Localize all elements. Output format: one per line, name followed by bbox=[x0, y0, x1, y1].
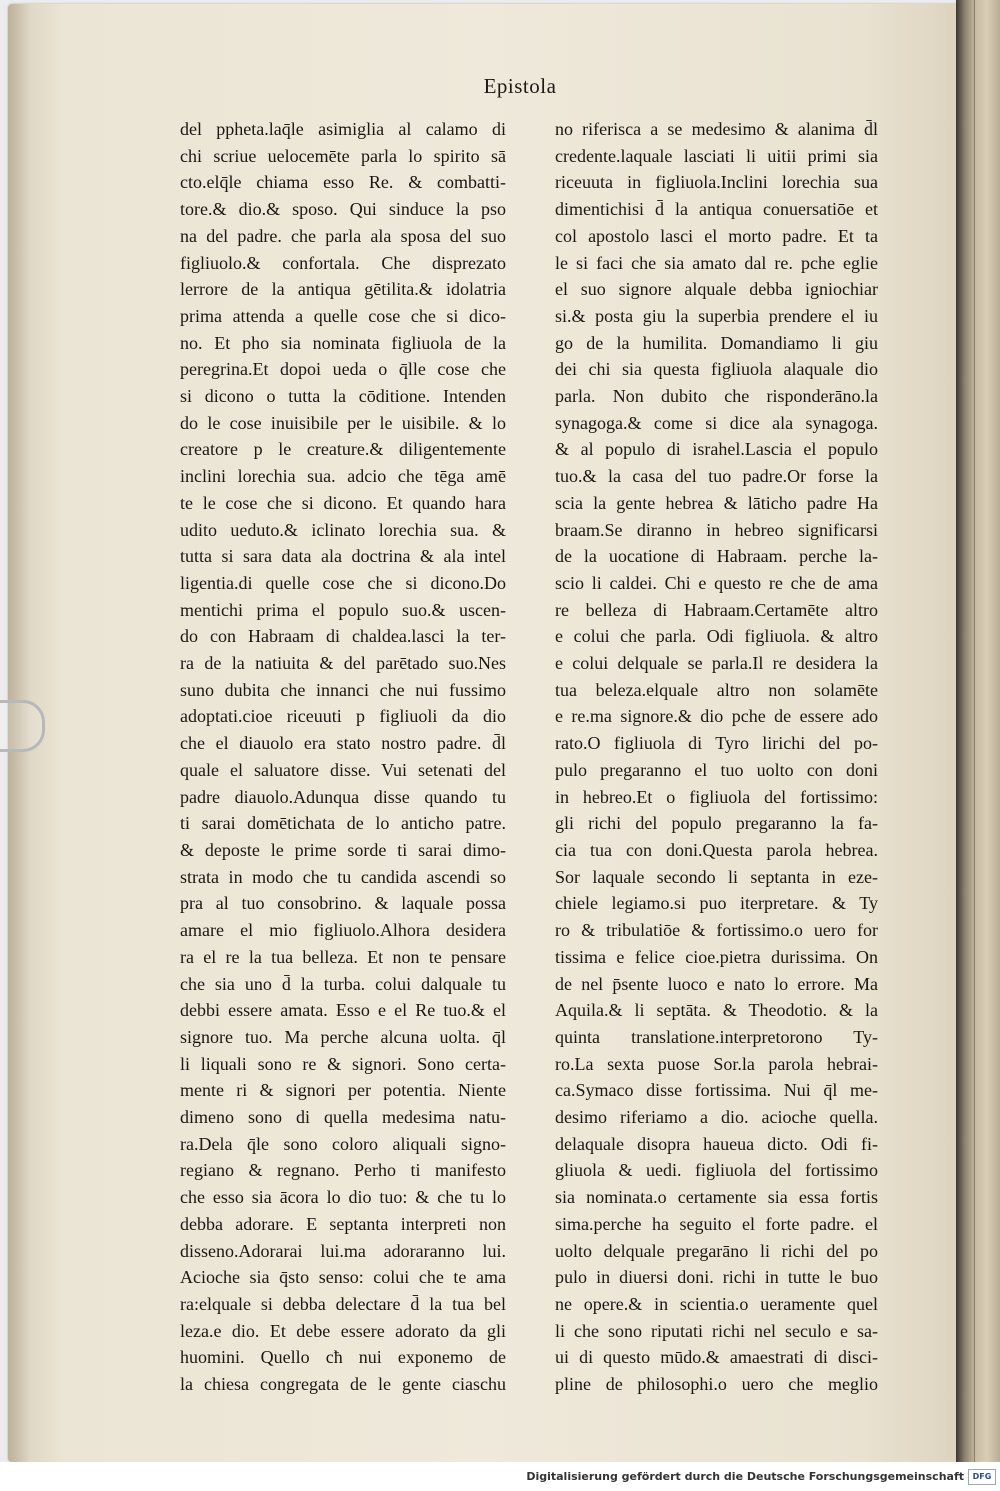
text-line: pra al tuo consobrino. & laquale possa bbox=[180, 893, 506, 914]
text-line: strata in modo che tu candida ascendi so bbox=[180, 866, 506, 887]
text-line: creatore p le creature.& diligentemente bbox=[180, 439, 506, 460]
text-line: signore tuo. Ma perche alcuna uolta. q̄l bbox=[180, 1026, 506, 1047]
text-line: le si faci che sia amato dal re. pche eglie bbox=[555, 252, 878, 273]
text-line: uolto delquale pregarāno li richi del po bbox=[555, 1240, 878, 1261]
text-line: che esso sia ācora lo dio tuo: & che tu lo bbox=[180, 1187, 506, 1208]
text-line: do le cose inuisibile per le uisibile. & lo bbox=[180, 412, 506, 433]
text-line: leza.e dio. Et debe essere adorato da gli bbox=[180, 1320, 506, 1341]
text-line: prima attenda a quelle cose che si dico- bbox=[180, 305, 506, 326]
text-line: padre diauolo.Adunqua disse quando tu bbox=[180, 786, 506, 807]
text-line: col apostolo lasci el morto padre. Et ta bbox=[555, 225, 878, 246]
text-line: na del padre. che parla ala sposa del suo bbox=[180, 225, 506, 246]
text-line: pulo pregaranno el tuo uolto con doni bbox=[555, 759, 878, 780]
text-line: e colui che parla. Odi figliuola. & altro bbox=[555, 626, 878, 647]
text-line: sima.perche ha seguito el forte padre. el bbox=[555, 1213, 878, 1234]
text-line: riceuuta in figliuola.Inclini lorechia sua bbox=[555, 172, 878, 193]
text-line: huomini. Quello cħ nui exponemo de bbox=[180, 1347, 506, 1368]
text-line: quale el saluatore disse. Vui setenati del bbox=[180, 759, 506, 780]
text-line: ti sarai domētichata de lo anticho patre. bbox=[180, 813, 506, 834]
running-header bbox=[0, 74, 1000, 99]
text-line: e re.ma signore.& dio pche de essere ado bbox=[555, 706, 878, 727]
text-line: pline de philosophi.o uero che meglio bbox=[555, 1374, 878, 1395]
text-line: lerrore de la antiqua gētilita.& idolatria bbox=[180, 279, 506, 300]
text-line: udito ueduto.& iclinato lorechia sua. & bbox=[180, 519, 506, 540]
text-column-right bbox=[555, 116, 878, 1398]
text-column-left bbox=[180, 116, 506, 1398]
text-line: scio li caldei. Chi e questo re che de ama bbox=[555, 572, 878, 593]
book-gutter bbox=[956, 0, 1000, 1462]
text-line: figliuolo.& confortala. Che disprezato bbox=[180, 252, 506, 273]
text-line: no. Et pho sia nominata figliuola de la bbox=[180, 332, 506, 353]
dfg-logo-icon: DFG bbox=[968, 1469, 996, 1485]
text-line: cto.elq̄le chiama esso Re. & combatti- bbox=[180, 172, 506, 193]
text-line: ra.Dela q̄le sono coloro aliquali signo- bbox=[180, 1133, 506, 1154]
text-line: ca.Symaco disse fortissima. Nui q̄l me- bbox=[555, 1080, 878, 1101]
text-line: cia tua con doni.Questa parola hebrea. bbox=[555, 839, 878, 860]
text-line: amare el mio figliuolo.Alhora desidera bbox=[180, 920, 506, 941]
text-line: tutta si sara data ala doctrina & ala intel bbox=[180, 546, 506, 567]
text-line: mentichi prima el populo suo.& uscen- bbox=[180, 599, 506, 620]
text-line: dei chi sia questa figliuola alaquale dio bbox=[555, 359, 878, 380]
running-header-text: Epistola bbox=[483, 74, 557, 98]
text-line: regiano & regnano. Perho ti manifesto bbox=[180, 1160, 506, 1181]
text-line: tissima e felice cioe.pietra durissima. On bbox=[555, 946, 878, 967]
text-line: dimentichisi d̄ la antiqua conuersatiōe et bbox=[555, 199, 878, 220]
text-line: sia nominata.o certamente sia essa fortis bbox=[555, 1187, 878, 1208]
text-line: tuo.& la casa del tuo padre.Or forse la bbox=[555, 466, 878, 487]
text-line: chiele legiamo.si puo iterpretare. & Ty bbox=[555, 893, 878, 914]
text-line: ro.La sexta puose Sor.la parola hebrai- bbox=[555, 1053, 878, 1074]
text-line: braam.Se diranno in hebreo significarsi bbox=[555, 519, 878, 540]
text-line: parla. Non dubito che risponderāno.la bbox=[555, 386, 878, 407]
text-line: de nel p̄sente luoco e nato lo errore. Ma bbox=[555, 973, 878, 994]
text-line: tore.& dio.& sposo. Qui sinduce la pso bbox=[180, 199, 506, 220]
text-line: debbi essere amata. Esso e el Re tuo.& el bbox=[180, 1000, 506, 1021]
text-line: desimo riferiamo a dio. acioche quella. bbox=[555, 1107, 878, 1128]
text-line: si.& posta giu la superbia prendere el iu bbox=[555, 305, 878, 326]
text-line: gliuola & uedi. figliuola del fortissimo bbox=[555, 1160, 878, 1181]
text-line: disseno.Adorarai lui.ma adoraranno lui. bbox=[180, 1240, 506, 1261]
text-line: ra:elquale si debba delectare d̄ la tua bel bbox=[180, 1293, 506, 1314]
text-line: de la uocatione di Habraam. perche la- bbox=[555, 546, 878, 567]
text-line: & deposte le prime sorde ti sarai dimo- bbox=[180, 839, 506, 860]
text-line: re belleza di Habraam.Certamēte altro bbox=[555, 599, 878, 620]
footer-credit: Digitalisierung gefördert durch die Deutsche Forschungsgemeinschaft bbox=[526, 1470, 964, 1483]
text-line: Acioche sia q̄sto senso: colui che te ama bbox=[180, 1267, 506, 1288]
text-line: si dicono o tutta la cōditione. Intenden bbox=[180, 386, 506, 407]
text-line: go de la humilita. Domandiamo li giu bbox=[555, 332, 878, 353]
text-line: scia la gente hebrea & lāticho padre Ha bbox=[555, 492, 878, 513]
text-line: del ppheta.laq̄le asimiglia al calamo di bbox=[180, 119, 506, 139]
text-line: credente.laquale lasciati li uitii primi sia bbox=[555, 145, 878, 166]
text-line: debba adorare. E septanta interpreti non bbox=[180, 1213, 506, 1234]
text-line: chi scriue uelocemēte parla lo spirito sā bbox=[180, 145, 506, 166]
text-line: quinta translatione.interpretorono Ty- bbox=[555, 1026, 878, 1047]
text-line: ligentia.di quelle cose che si dicono.Do bbox=[180, 572, 506, 593]
text-line: peregrina.Et dopoi ueda o q̄lle cose che bbox=[180, 359, 506, 380]
text-line: ui di questo mūdo.& amaestrati di disci- bbox=[555, 1347, 878, 1368]
text-line: mente ri & signori per potentia. Niente bbox=[180, 1080, 506, 1101]
text-line: tua beleza.elquale altro non solamēte bbox=[555, 679, 878, 700]
text-line: dimeno sono di quella medesima natu- bbox=[180, 1107, 506, 1128]
text-line: suno dubita che innanci che nui fussimo bbox=[180, 679, 506, 700]
text-line: la chiesa congregata de le gente ciaschu bbox=[180, 1374, 506, 1395]
text-line: Aquila.& li septāta. & Theodotio. & la bbox=[555, 1000, 878, 1021]
text-line: che sia uno d̄ la turba. colui dalquale tu bbox=[180, 973, 506, 994]
text-line: in hebreo.Et o figliuola del fortissimo: bbox=[555, 786, 878, 807]
text-line: ra el re la tua belleza. Et non te pensare bbox=[180, 946, 506, 967]
text-line: ne opere.& in scientia.o ueramente quel bbox=[555, 1293, 878, 1314]
page-clip bbox=[0, 700, 45, 752]
text-line: che el diauolo era stato nostro padre. d̄l bbox=[180, 733, 506, 754]
text-line: ro & tribulatiōe & fortissimo.o uero for bbox=[555, 920, 878, 941]
text-line: & al populo di israhel.Lascia el populo bbox=[555, 439, 878, 460]
text-line: li liquali sono re & signori. Sono certa- bbox=[180, 1053, 506, 1074]
text-line: rato.O figliuola di Tyro lirichi del po- bbox=[555, 733, 878, 754]
text-line: li che sono riputati richi nel seculo e sa- bbox=[555, 1320, 878, 1341]
text-line: ra de la natiuita & del parētado suo.Nes bbox=[180, 653, 506, 674]
text-line: e colui delquale se parla.Il re desidera la bbox=[555, 653, 878, 674]
text-line: do con Habraam di chaldea.lasci la ter- bbox=[180, 626, 506, 647]
digitization-footer bbox=[0, 1462, 1000, 1491]
text-line: synagoga.& come si dice ala synagoga. bbox=[555, 412, 878, 433]
text-line: te le cose che si dicono. Et quando hara bbox=[180, 492, 506, 513]
text-line: gli richi del populo pregaranno la fa- bbox=[555, 813, 878, 834]
text-line: delaquale disopra haueua dicto. Odi fi- bbox=[555, 1133, 878, 1154]
text-line: el suo signore alquale debba igniochiar bbox=[555, 279, 878, 300]
text-line: inclini lorechia sua. adcio che tēga amē bbox=[180, 466, 506, 487]
text-line: adoptati.cioe riceuuti p figliuoli da dio bbox=[180, 706, 506, 727]
text-line: pulo in diuersi doni. richi in tutte le buo bbox=[555, 1267, 878, 1288]
text-line: Sor laquale secondo li septanta in eze- bbox=[555, 866, 878, 887]
text-line: no riferisca a se medesimo & alanima d̄l bbox=[555, 119, 878, 139]
